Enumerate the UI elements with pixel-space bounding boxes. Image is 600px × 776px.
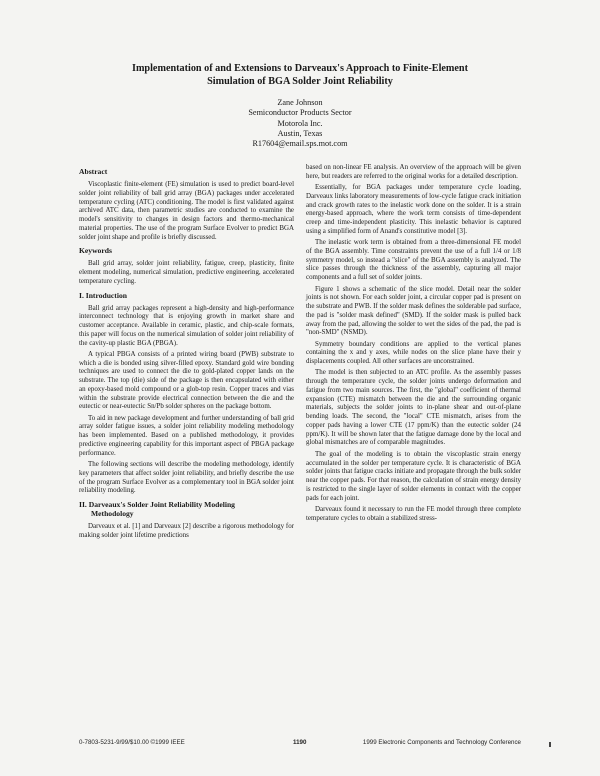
page-number: 1190	[293, 739, 307, 746]
title-line-2: Simulation of BGA Solder Joint Reliability	[207, 75, 393, 87]
paper-title	[95, 63, 505, 88]
intro-paragraph-1: Ball grid array packages represent a high-density and high-performance interconnect technology that is enjoying growth in market share and customer acceptance. Available in ceramic, plastic, and chip-scale formats, this paper will focus on the numerical simulation of solder joint reliability of the cavity-up plastic BGA (PBGA).	[79, 303, 294, 347]
section-2-heading-line-1: II. Darveaux's Solder Joint Reliability Modeling	[79, 500, 235, 510]
right-paragraph-6: The model is then subjected to an ATC profile. As the assembly passes through the temperature cycle, the solder joints undergo deformation and fatigue from two main sources. The first, the "global" coefficient of thermal expansion (CTE) mismatch between the die and the surrounding organic materials, subjects the solder joints to in-plane shear and out-of-plane bending loads. The second, the "local" CTE mismatch, arises from the copper pads having a lower CTE (17 ppm/K) than the eutectic solder (24 ppm/K). It will be shown later that the fatigue damage done by the local and global mismatches are of comparable magnitudes.	[306, 368, 521, 447]
abstract-text: Viscoplastic finite-element (FE) simulation is used to predict board-level solder joint reliability of ball grid array (BGA) packages under accelerated temperature cycling (ATC) conditioning. The model is first validated against archived ATC data, then parametric studies are conducted to examine the model's sensitivity to changes in design factors and thermo-mechanical material properties. The use of the program Surface Evolver to predict BGA solder joint shape and profile is briefly discussed.	[79, 180, 294, 241]
right-column	[306, 163, 521, 525]
introduction-heading: I. Introduction	[79, 290, 127, 300]
footer-copyright: 0-7803-5231-9/99/$10.00 ©1999 IEEE	[79, 739, 185, 746]
abstract-heading: Abstract	[79, 167, 108, 176]
author-dept: Semiconductor Products Sector	[248, 108, 352, 118]
left-column	[79, 163, 294, 542]
author-city: Austin, Texas	[277, 128, 323, 138]
author-name: Zane Johnson	[277, 98, 323, 107]
section-2-heading-line-2: Methodology	[91, 509, 134, 519]
right-paragraph-4: Figure 1 shows a schematic of the slice model. Detail near the solder joints is not shown. For each solder joint, a circular copper pad is present on the substrate and PWB. If the solder mask defines the solderable pad surface, the pad is "solder mask defined" (SMD). If the solder mask is pulled back away from the pad, allowing the solder to wet the sides of the pad, the pad is "non-SMD" (NSMD).	[306, 284, 521, 337]
intro-paragraph-4: The following sections will describe the modeling methodology, identify key parameters that affect solder joint reliability, and briefly describe the use of the program Surface Evolver as a complementary tool in BGA solder joint reliability modeling.	[79, 460, 294, 495]
author-org: Motorola Inc.	[277, 118, 323, 128]
author-block	[180, 98, 420, 149]
keywords-heading: Keywords	[79, 246, 112, 256]
section-2-paragraph-1: Darveaux et al. [1] and Darveaux [2] describe a rigorous methodology for making solder joint lifetime predictions	[79, 522, 294, 539]
right-paragraph-5: Symmetry boundary conditions are applied to the vertical planes containing the x and y axes, while nodes on the slice plane have their y displacements coupled. All other surfaces are unconstrained.	[306, 339, 521, 366]
intro-paragraph-2: A typical PBGA consists of a printed wiring board (PWB) substrate to which a die is bonded using silver-filled epoxy. Standard gold wire bonding techniques are used to connect the die to gold-plated copper lands on the substrate. The top (die) side of the package is then encapsulated with either an epoxy-based mold compound or a glob-top resin. Copper traces and vias within the substrate provide electrical connection between the die and the eutectic or near-eutectic Sn/Pb solder spheres on the package bottom.	[79, 349, 294, 411]
keywords-text: Ball grid array, solder joint reliability, fatigue, creep, plasticity, finite element modeling, numerical simulation, predictive engineering, accelerated temperature cycling.	[79, 259, 294, 285]
right-paragraph-2: Essentially, for BGA packages under temperature cycle loading, Darveaux links laboratory measurements of low-cycle fatigue crack initiation and crack growth rates to the inelastic work done on the solder. It is a strain energy-based approach, where the work term consists of time-dependent creep and time-independent plasticity. This inelastic behavior is captured using a simplified form of Anand's constitutive model [3].	[306, 183, 521, 235]
right-paragraph-8: Darveaux found it necessary to run the FE model through three complete temperature cycles to obtain a stabilized stress-	[306, 504, 521, 522]
scan-mark	[549, 742, 551, 747]
right-paragraph-1: based on non-linear FE analysis. An overview of the approach will be given here, but readers are referred to the original works for a detailed description.	[306, 163, 521, 180]
right-paragraph-3: The inelastic work term is obtained from a three-dimensional FE model of the BGA assembly. Time constraints prevent the use of a full 1/4 or 1/8 symmetry model, so instead a "slice" of the BGA assembly is analyzed. The slice passes through the thickness of the assembly, capturing all major components and a full set of solder joints.	[306, 238, 521, 282]
right-paragraph-7: The goal of the modeling is to obtain the viscoplastic strain energy accumulated in the solder per temperature cycle. It is characteristic of BGA solder joints that fatigue cracks initiate and propagate through the bulk solder near the copper pads. For that reason, the calculation of strain energy density is restricted to the single layer of solder elements in contact with the copper pads for each joint.	[306, 449, 521, 502]
footer-conference: 1999 Electronic Components and Technology Conference	[362, 739, 521, 746]
title-line-1: Implementation of and Extensions to Darveaux's Approach to Finite-Element	[131, 63, 468, 74]
author-email: R17604@email.sps.mot.com	[252, 139, 348, 149]
section-2-heading	[79, 500, 294, 518]
intro-paragraph-3: To aid in new package development and further understanding of ball grid array solder fatigue issues, a solder joint reliability modeling methodology has been implemented. Based on a published methodology, it provides predictive engineering capability for this important aspect of PBGA package performance.	[79, 413, 294, 457]
